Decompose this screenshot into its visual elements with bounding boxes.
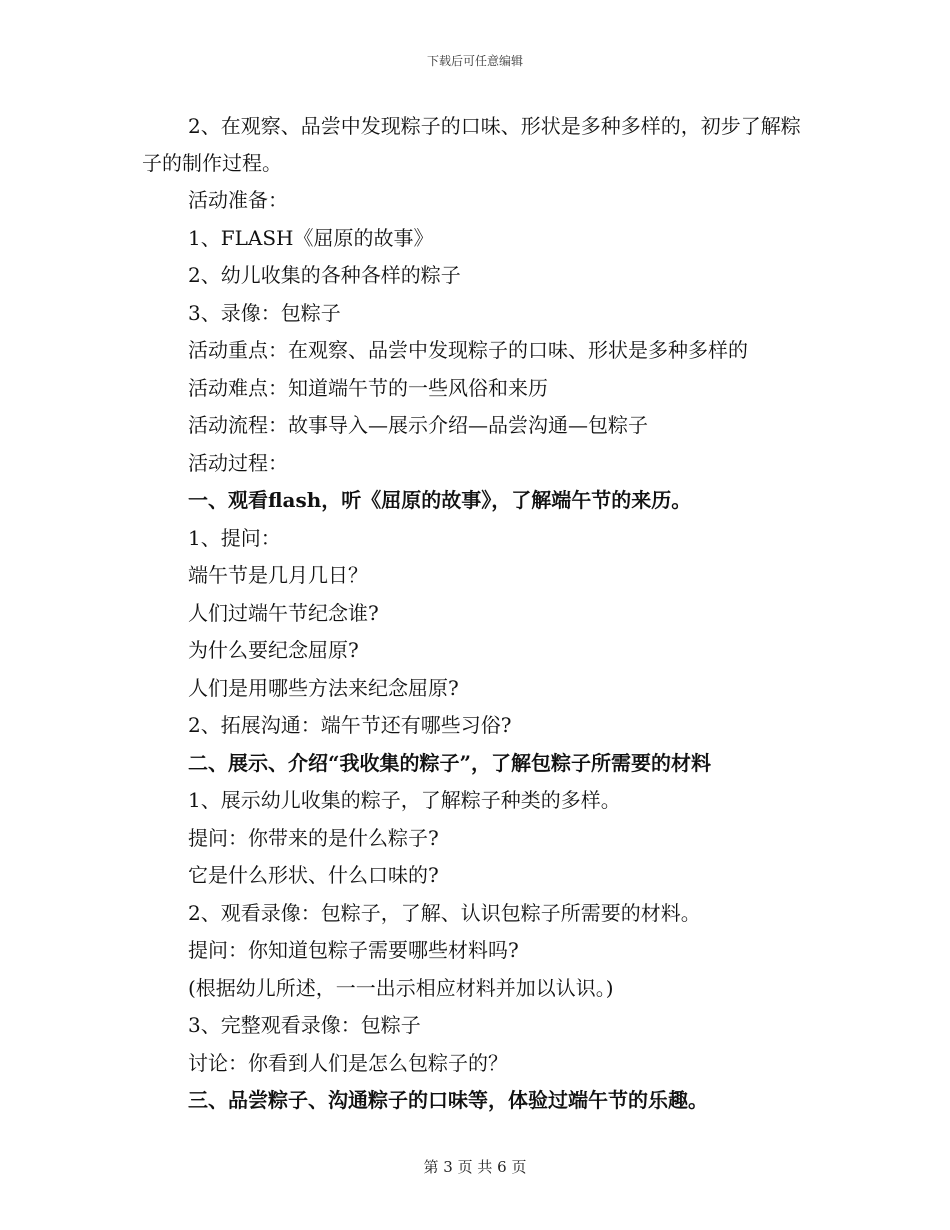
text-line: 2、幼儿收集的各种各样的粽子 [188,263,461,287]
text-line: 活动重点：在观察、品尝中发现粽子的口味、形状是多种多样的 [188,338,748,362]
text-line: 3、完整观看录像：包粽子 [188,1013,421,1037]
text-line: 提问：你带来的是什么粽子? [188,825,439,850]
section-heading: 二、展示、介绍“我收集的粽子”，了解包粽子所需要的材料 [188,750,712,775]
text-line: 1、展示幼儿收集的粽子，了解粽子种类的多样。 [188,788,621,812]
text-line: 活动过程： [188,450,288,475]
text-line: 2、观看录像：包粽子，了解、认识包粽子所需要的材料。 [188,900,701,925]
page-footer: 第 3 页 共 6 页 [423,1158,527,1176]
text-line: 活动流程：故事导入—展示介绍—品尝沟通—包粽子 [188,413,648,437]
text-line: 人们过端午节纪念谁? [188,600,379,625]
section-heading: 三、品尝粽子、沟通粽子的口味等，体验过端午节的乐趣。 [188,1088,708,1112]
paragraph-intro: 2、在观察、品尝中发现粽子的口味、形状是多种多样的，初步了解粽子的制作过程。 [142,114,801,175]
section-heading: 一、观看flash，听《屈原的故事》，了解端午节的来历。 [188,488,692,512]
text-line: 3、录像：包粽子 [188,300,341,325]
text-line: 提问：你知道包粽子需要哪些材料吗? [188,938,519,962]
text-line: (根据幼儿所述，一一出示相应材料并加以认识。) [188,975,614,1000]
text-line: 端午节是几月几日？ [188,563,368,587]
page-header: 下载后可任意编辑 [426,54,523,68]
text-line: 讨论：你看到人们是怎么包粽子的？ [188,1050,508,1075]
text-line: 1、FLASH《屈原的故事》 [188,225,434,250]
text-line: 人们是用哪些方法来纪念屈原? [188,675,459,700]
text-line: 活动难点：知道端午节的一些风俗和来历 [188,375,548,400]
text-line: 为什么要纪念屈原? [188,638,359,662]
text-line: 2、拓展沟通：端午节还有哪些习俗? [188,713,512,737]
text-line: 1、提问： [188,525,281,550]
text-line: 它是什么形状、什么口味的? [188,863,439,887]
text-line: 活动准备： [188,188,288,212]
